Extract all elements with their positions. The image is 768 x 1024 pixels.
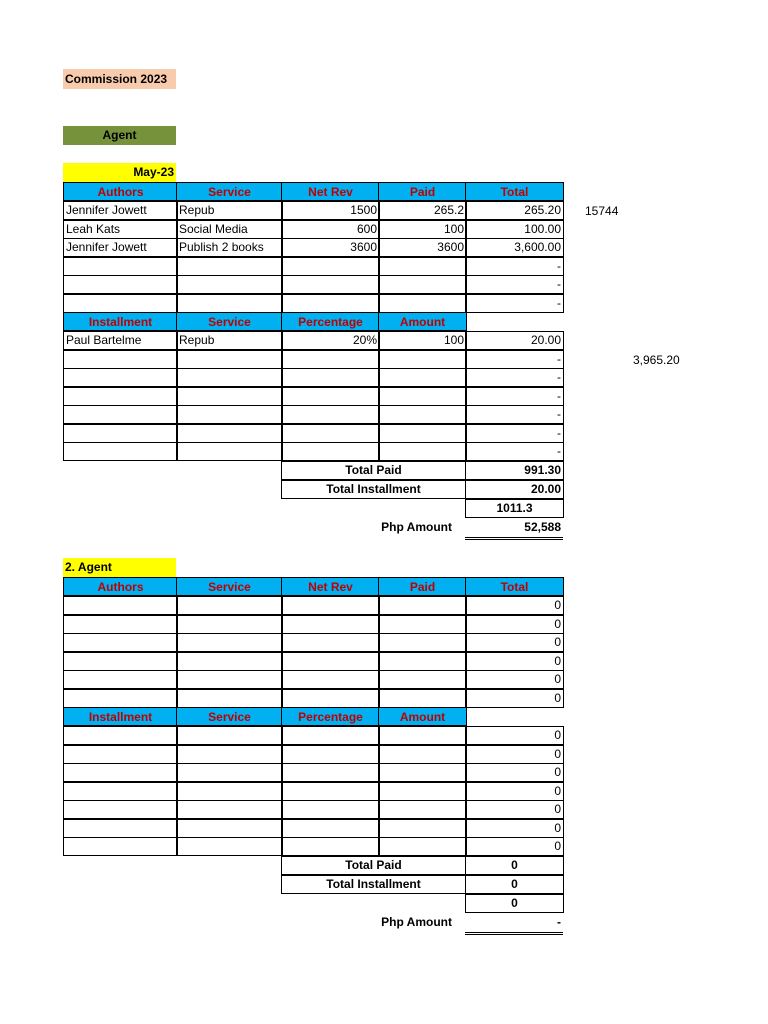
sum-value: 0 (465, 894, 564, 913)
table-cell: - (465, 275, 564, 294)
installment-cell: 0 (465, 819, 564, 838)
installment-cell (378, 745, 467, 764)
installment-cell (63, 763, 178, 782)
total-installment-value: 20.00 (465, 480, 564, 499)
total-installment-value: 0 (465, 875, 564, 894)
installment-header: Amount (378, 707, 467, 726)
installment-cell (281, 745, 380, 764)
installment-cell (63, 368, 178, 387)
side-value-2: 3,965.20 (633, 353, 680, 367)
installment-cell (63, 782, 178, 801)
table-cell: 265.2 (378, 201, 467, 220)
table-cell: 0 (465, 689, 564, 708)
table-cell (176, 615, 283, 634)
installment-cell (378, 424, 467, 443)
commission-title: Commission 2023 (63, 69, 176, 89)
installment-cell: 0 (465, 745, 564, 764)
table-cell (378, 689, 467, 708)
table-cell (63, 294, 178, 313)
double-underline (465, 537, 563, 540)
installment-cell: 100 (378, 331, 467, 350)
table-cell (176, 275, 283, 294)
installment-cell (281, 405, 380, 424)
table-cell (281, 615, 380, 634)
installment-cell (63, 800, 178, 819)
installment-cell: - (465, 442, 564, 461)
total-paid-value: 0 (465, 856, 564, 875)
table-cell: 100.00 (465, 220, 564, 239)
table-cell: 100 (378, 220, 467, 239)
installment-cell (378, 726, 467, 745)
installment-cell (281, 424, 380, 443)
installment-cell (378, 819, 467, 838)
installment-cell: - (465, 368, 564, 387)
installment-header: Service (176, 312, 283, 331)
table-cell: 3600 (281, 238, 380, 257)
table-cell (63, 257, 178, 276)
table-cell (176, 670, 283, 689)
table-cell: Jennifer Jowett (63, 201, 178, 220)
installment-cell: 0 (465, 726, 564, 745)
table-cell (176, 257, 283, 276)
installment-cell (281, 387, 380, 406)
table-cell: 600 (281, 220, 380, 239)
installment-cell (281, 442, 380, 461)
installment-cell: 0 (465, 837, 564, 856)
total-paid-label: Total Paid (281, 461, 466, 480)
installment-cell: - (465, 387, 564, 406)
installment-cell (176, 837, 283, 856)
installment-cell (176, 387, 283, 406)
installment-cell (176, 782, 283, 801)
installment-cell (176, 368, 283, 387)
installment-cell (63, 726, 178, 745)
installment-cell: 0 (465, 763, 564, 782)
installment-cell (176, 745, 283, 764)
installment-cell (281, 368, 380, 387)
installment-cell: - (465, 350, 564, 369)
installment-cell (63, 424, 178, 443)
installment-cell (176, 763, 283, 782)
installment-cell (378, 405, 467, 424)
table-cell: Publish 2 books (176, 238, 283, 257)
table-cell (63, 275, 178, 294)
table-cell (378, 596, 467, 615)
installment-cell (378, 782, 467, 801)
installment-header: Amount (378, 312, 467, 331)
installment-cell (176, 424, 283, 443)
installment-cell: 0 (465, 800, 564, 819)
table-cell: Social Media (176, 220, 283, 239)
php-amount-value: - (557, 914, 561, 929)
table-cell (63, 670, 178, 689)
installment-header: Percentage (281, 312, 380, 331)
php-amount-label: Php Amount (381, 519, 452, 534)
installment-cell (63, 745, 178, 764)
double-underline (465, 932, 563, 935)
table-cell (281, 633, 380, 652)
table-cell (176, 596, 283, 615)
installment-cell: Repub (176, 331, 283, 350)
table-cell: 3600 (378, 238, 467, 257)
table-cell (63, 689, 178, 708)
installment-header: Installment (63, 707, 178, 726)
total-installment-label: Total Installment (281, 875, 466, 894)
installment-cell (63, 442, 178, 461)
installment-cell (281, 350, 380, 369)
table-cell: 0 (465, 670, 564, 689)
column-header: Authors (63, 182, 178, 201)
installment-cell (378, 350, 467, 369)
installment-cell (378, 368, 467, 387)
installment-cell (63, 819, 178, 838)
column-header: Total (465, 182, 564, 201)
installment-cell (378, 763, 467, 782)
installment-cell (281, 800, 380, 819)
table-cell (176, 652, 283, 671)
table-cell (63, 652, 178, 671)
period-label: May-23 (63, 163, 176, 182)
table-cell: 0 (465, 615, 564, 634)
table-cell (378, 670, 467, 689)
installment-cell (63, 837, 178, 856)
installment-cell (176, 726, 283, 745)
installment-cell: - (465, 424, 564, 443)
installment-cell (378, 837, 467, 856)
column-header: Service (176, 182, 283, 201)
column-header: Paid (378, 182, 467, 201)
table-cell: Repub (176, 201, 283, 220)
installment-cell: Paul Bartelme (63, 331, 178, 350)
table-cell: - (465, 294, 564, 313)
installment-cell (176, 350, 283, 369)
column-header: Net Rev (281, 577, 380, 596)
table-cell (176, 633, 283, 652)
table-cell: Leah Kats (63, 220, 178, 239)
installment-header: Service (176, 707, 283, 726)
installment-cell (176, 442, 283, 461)
installment-cell (176, 405, 283, 424)
table-cell: Jennifer Jowett (63, 238, 178, 257)
table-cell (378, 633, 467, 652)
total-installment-label: Total Installment (281, 480, 466, 499)
php-amount-label: Php Amount (381, 914, 452, 929)
installment-cell: 20% (281, 331, 380, 350)
total-paid-label: Total Paid (281, 856, 466, 875)
sum-value: 1011.3 (465, 499, 564, 518)
side-value-1: 15744 (585, 204, 619, 218)
installment-header: Percentage (281, 707, 380, 726)
installment-cell (176, 800, 283, 819)
installment-cell (63, 387, 178, 406)
column-header: Paid (378, 577, 467, 596)
column-header: Service (176, 577, 283, 596)
table-cell (63, 615, 178, 634)
installment-cell (378, 800, 467, 819)
table-cell: - (465, 257, 564, 276)
table-cell: 1500 (281, 201, 380, 220)
table-cell (378, 652, 467, 671)
installment-cell (176, 819, 283, 838)
table-cell (281, 257, 380, 276)
table-cell (176, 689, 283, 708)
table-cell (378, 294, 467, 313)
table-cell (176, 294, 283, 313)
installment-cell (63, 405, 178, 424)
table-cell (281, 294, 380, 313)
table-cell: 265.20 (465, 201, 564, 220)
column-header: Net Rev (281, 182, 380, 201)
installment-cell: 20.00 (465, 331, 564, 350)
column-header: Total (465, 577, 564, 596)
table-cell (63, 596, 178, 615)
installment-cell: - (465, 405, 564, 424)
installment-cell: 0 (465, 782, 564, 801)
table-cell (281, 596, 380, 615)
table-cell (281, 670, 380, 689)
table-cell (63, 633, 178, 652)
total-paid-value: 991.30 (465, 461, 564, 480)
installment-header: Installment (63, 312, 178, 331)
installment-cell (378, 387, 467, 406)
table-cell (281, 275, 380, 294)
table-cell (378, 275, 467, 294)
column-header: Authors (63, 577, 178, 596)
table-cell: 0 (465, 652, 564, 671)
installment-cell (63, 350, 178, 369)
installment-cell (378, 442, 467, 461)
table-cell (281, 689, 380, 708)
table-cell: 0 (465, 633, 564, 652)
php-amount-value: 52,588 (524, 519, 561, 534)
agent-label: Agent (63, 126, 176, 145)
section-2-title: 2. Agent (63, 558, 176, 577)
table-cell (281, 652, 380, 671)
table-cell (378, 257, 467, 276)
table-cell: 3,600.00 (465, 238, 564, 257)
installment-cell (281, 819, 380, 838)
installment-cell (281, 837, 380, 856)
installment-cell (281, 726, 380, 745)
table-cell (378, 615, 467, 634)
table-cell: 0 (465, 596, 564, 615)
installment-cell (281, 782, 380, 801)
installment-cell (281, 763, 380, 782)
